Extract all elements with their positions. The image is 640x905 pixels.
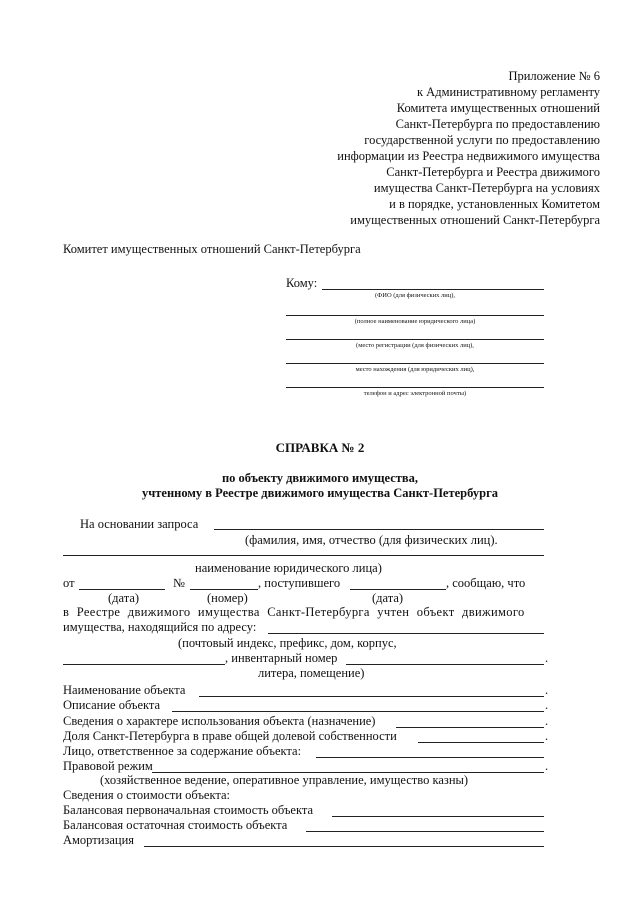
field-depreciation-label: Амортизация [63,833,135,847]
basis-line[interactable] [214,529,544,530]
basis-label: На основании запроса [80,517,199,531]
field-share-dot: . [545,729,549,743]
recipient-line-2[interactable] [286,315,544,316]
field-description-label: Описание объекта [63,698,161,712]
recipient-hint-3: (место регистрации (для физических лиц), [356,342,474,349]
date-hint-2: (дата) [372,591,404,605]
field-usage-line[interactable] [396,727,544,728]
inventory-dot: . [545,651,549,665]
subtitle-line-2: учтенному в Реестре движимого имущества Санкт-Петербурга [141,486,499,500]
inventory-label: , инвентарный номер [225,651,338,665]
field-regime-hint: (хозяйственное ведение, оперативное управление, имущество казны) [100,773,469,787]
field-cost-header: Сведения о стоимости объекта: [63,788,231,802]
appendix-line-4: Санкт-Петербурга по предоставлению [395,117,600,131]
received-label: , поступившего [258,576,341,590]
letter-hint: литера, помещение) [258,666,365,680]
appendix-line-2: к Административному регламенту [416,85,600,99]
field-responsible-label: Лицо, ответственное за содержание объекта: [63,744,302,758]
appendix-line-7: Санкт-Петербурга и Реестра движимого [386,165,600,179]
recipient-label: Кому: [286,276,318,290]
recipient-line-4[interactable] [286,363,544,364]
legal-entity-line[interactable] [63,555,544,556]
address-line[interactable] [268,633,544,634]
field-share-label: Доля Санкт-Петербурга в праве общей долевой собственности [63,729,397,743]
date-line-1[interactable] [79,589,165,590]
issuer: Комитет имущественных отношений Санкт-Петербурга [63,242,361,256]
field-regime-label: Правовой режим [63,759,153,773]
recipient-hint-2: (полное наименование юридического лица) [354,318,476,325]
appendix-line-9: и в порядке, установленных Комитетом [389,197,600,211]
field-depreciation-line[interactable] [144,846,544,847]
number-sign: № [173,576,185,590]
from-label: от [63,576,75,590]
field-name-label: Наименование объекта [63,683,186,697]
recipient-line-5[interactable] [286,387,544,388]
legal-entity-hint: наименование юридического лица) [195,561,382,575]
field-share-line[interactable] [418,742,544,743]
recipient-hint-1: (ФИО (для физических лиц), [374,292,456,299]
document-title: СПРАВКА № 2 [275,440,365,455]
field-residual-cost-line[interactable] [306,831,544,832]
field-initial-cost-label: Балансовая первоначальная стоимость объекта [63,803,314,817]
address-line-2[interactable] [63,664,225,665]
registry-line: в Реестре движимого имущества Санкт-Петербурга учтен объект движимого [63,605,525,619]
date-hint-1: (дата) [108,591,140,605]
field-regime-dot: . [545,759,549,773]
field-description-dot: . [545,698,549,712]
field-usage-dot: . [545,714,549,728]
basis-hint: (фамилия, имя, отчество (для физических лиц). [245,533,498,547]
appendix-line-8: имущества Санкт-Петербурга на условиях [373,181,600,195]
date-line-2[interactable] [350,589,446,590]
inventory-line[interactable] [346,664,544,665]
recipient-hint-5: телефон и адрес электронной почты) [363,390,467,397]
field-description-line[interactable] [172,711,544,712]
field-responsible-line[interactable] [316,757,544,758]
recipient-hint-4: место нахождения (для юридических лиц), [355,366,475,373]
number-hint: (номер) [207,591,248,605]
field-usage-label: Сведения о характере использования объекта (назначение) [63,714,376,728]
field-residual-cost-label: Балансовая остаточная стоимость объекта [63,818,288,832]
field-name-dot: . [545,683,549,697]
appendix-line-5: государственной услуги по предоставлению [364,133,600,147]
address-hint: (почтовый индекс, префикс, дом, корпус, [178,636,397,650]
recipient-line-3[interactable] [286,339,544,340]
inform-label: , сообщаю, что [446,576,526,590]
subtitle-line-1: по объекту движимого имущества, [221,471,419,485]
recipient-line-1[interactable] [322,289,544,290]
appendix-line-1: Приложение № 6 [508,69,600,83]
appendix-line-3: Комитета имущественных отношений [396,101,600,115]
address-label: имущества, находящийся по адресу: [63,620,257,634]
appendix-line-10: имущественных отношений Санкт-Петербурга [350,213,600,227]
field-initial-cost-line[interactable] [332,816,544,817]
number-line[interactable] [190,589,258,590]
field-name-line[interactable] [199,696,544,697]
appendix-line-6: информации из Реестра недвижимого имущества [337,149,600,163]
